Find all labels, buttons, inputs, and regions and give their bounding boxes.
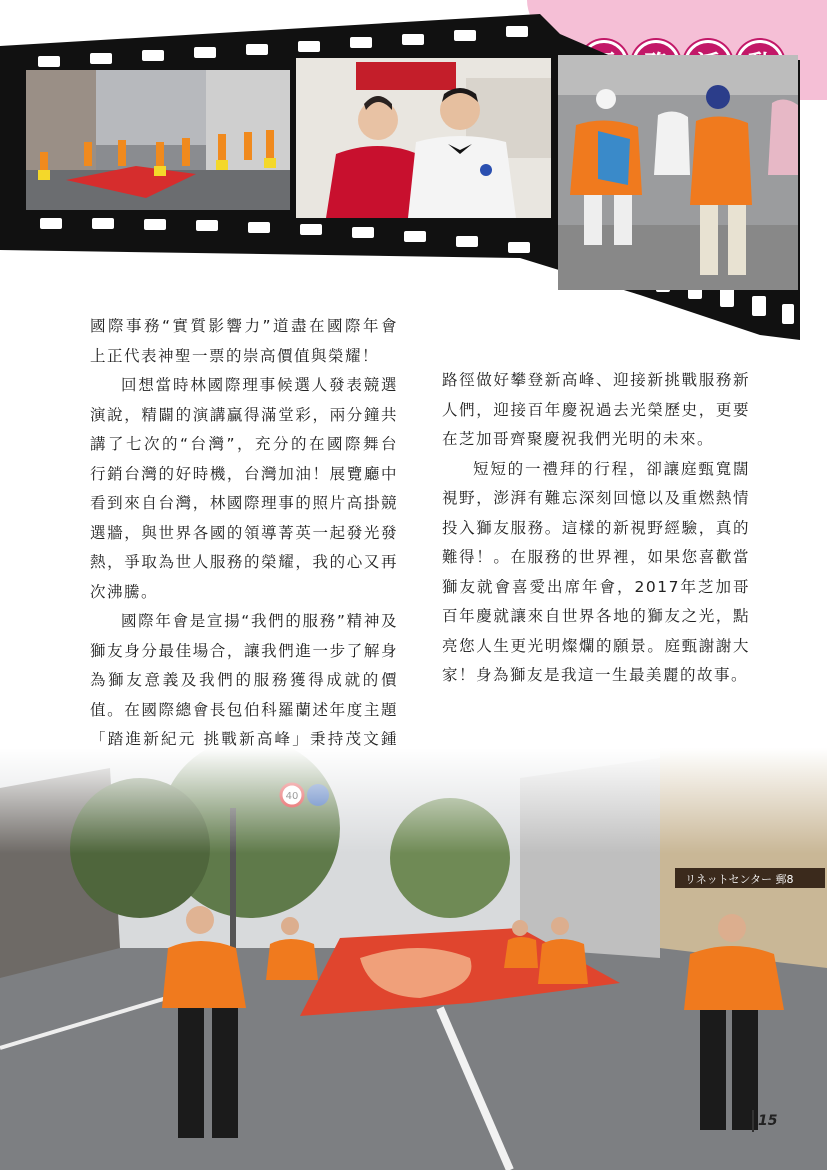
- article-right-column: [442, 366, 750, 691]
- article-left-column: [90, 312, 398, 814]
- page-number: 15: [752, 1110, 777, 1132]
- paragraph: 回想當時林國際理事候選人發表競選演說，精闢的演講贏得滿堂彩，兩分鐘共講了七次的“台灣”，充分的在國際舞台行銷台灣的好時機，台灣加油！展覽廳中看到來自台灣，林國際理事的照片高掛競選牆，與世界各國的領導菁英一起發光發熱，爭取為世人服務的榮耀，我的心又再次沸騰。: [90, 376, 398, 601]
- paragraph: 短短的一禮拜的行程，卻讓庭甄寬闊視野，澎湃有難忘深刻回憶以及重燃熱情投入獅友服務。這樣的新視野經驗，真的難得！。在服務的世界裡，如果您喜歡當獅友就會喜愛出席年會，2017年芝加哥百年慶就讓來自世界各地的獅友之光，點亮您人生更光明燦爛的願景。庭甄謝謝大家！身為獅友是我這一生最美麗的故事。: [442, 459, 750, 684]
- parade-photo: [26, 70, 290, 210]
- dance-photo: [558, 55, 798, 290]
- paragraph: 國際事務“實質影響力”道盡在國際年會上正代表神聖一票的崇高價值與榮耀！: [90, 317, 398, 365]
- paragraph: 國際年會是宣揚“我們的服務”精神及獅友身分最佳場合，讓我們進一步了解身為獅友意義及我們的服務獲得成就的價值。在國際總會長包伯科羅蘭述年度主題「踏進新紀元 挑戰新高峰」秉持茂文鍾: [90, 612, 398, 748]
- paragraph: 路徑做好攀登新高峰、迎接新挑戰服務新人們，迎接百年慶祝過去光榮歷史，更要在芝加哥齊聚慶祝我們光明的未來。: [442, 371, 750, 448]
- portrait-photo: [296, 58, 551, 218]
- street-march-photo: [0, 748, 827, 1170]
